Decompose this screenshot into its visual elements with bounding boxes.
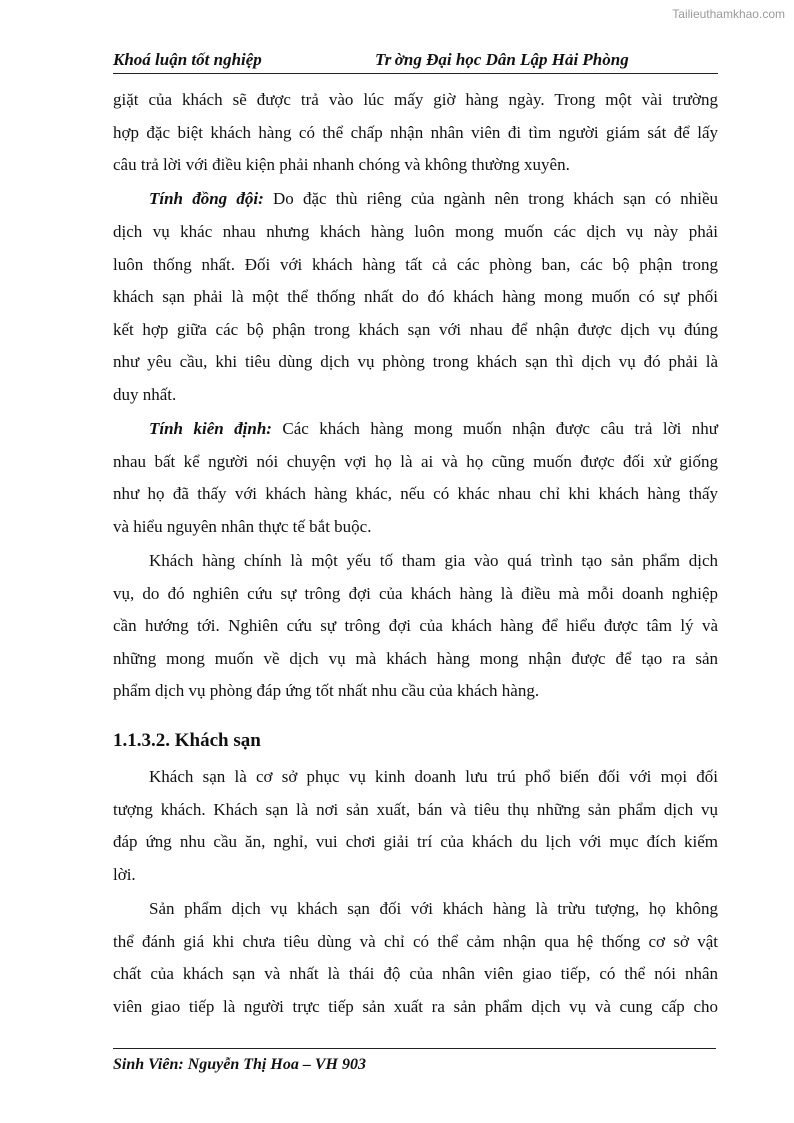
paragraph-6 bbox=[113, 893, 718, 1023]
text-line: đáp ứng nhu cầu ăn, nghỉ, vui chơi giải trí của khách du lịch với mục đích kiếm bbox=[113, 832, 718, 852]
text-line: hợp đặc biệt khách hàng có thể chấp nhận nhân viên đi tìm người giám sát để lấy bbox=[113, 122, 718, 142]
text-line bbox=[113, 183, 718, 216]
text-line: như yêu cầu, khi tiêu dùng dịch vụ phòng trong khách sạn thì dịch vụ đó phải là bbox=[113, 352, 718, 372]
text-run: Do đặc thù riêng của ngành nên trong khách sạn có nhiều bbox=[263, 189, 719, 209]
text-line: kết hợp giữa các bộ phận trong khách sạn với nhau để nhận được dịch vụ đúng bbox=[113, 319, 718, 339]
text-line: lời. bbox=[113, 864, 136, 884]
text-line: giặt của khách sẽ được trả vào lúc mấy giờ hàng ngày. Trong một vài trường bbox=[113, 90, 718, 109]
body-text-section-2 bbox=[113, 761, 718, 1025]
text-line: nhau bất kể người nói chuyện vợi họ là ai và họ cũng muốn được đối xử giống bbox=[113, 451, 718, 471]
text-line: viên giao tiếp là người trực tiếp sản xuất ra sản phẩm dịch vụ và cung cấp cho bbox=[113, 996, 718, 1016]
lead-term: Tính kiên định: bbox=[149, 419, 272, 439]
text-line: thể đánh giá khi chưa tiêu dùng và chỉ có thể cảm nhận qua hệ thống cơ sở vật bbox=[113, 931, 718, 951]
text-line: câu trả lời với điều kiện phải nhanh chóng và không thường xuyên. bbox=[113, 155, 570, 175]
text-line: như họ đã thấy với khách hàng khác, nếu có khác nhau chỉ khi khách hàng thấy bbox=[113, 484, 718, 504]
footer-divider bbox=[113, 1048, 716, 1049]
page-footer: Sinh Viên: Nguyễn Thị Hoa – VH 903 bbox=[113, 1056, 366, 1073]
header-divider bbox=[113, 73, 718, 74]
text-line: Sản phẩm dịch vụ khách sạn đối với khách hàng là trừu tượng, họ không bbox=[149, 898, 718, 918]
text-line: Khách hàng chính là một yếu tố tham gia vào quá trình tạo sản phẩm dịch bbox=[149, 551, 718, 571]
header-right: Tr ờng Đại học Dân Lập Hải Phòng bbox=[375, 50, 629, 69]
text-line: phẩm dịch vụ phòng đáp ứng tốt nhất nhu cầu của khách hàng. bbox=[113, 681, 540, 701]
lead-term: Tính đồng đội: bbox=[149, 189, 264, 209]
text-line: những mong muốn về dịch vụ mà khách hàng mong nhận được để tạo ra sản bbox=[113, 648, 718, 668]
body-text bbox=[113, 84, 718, 710]
paragraph-2 bbox=[113, 183, 718, 411]
text-line: dịch vụ khác nhau nhưng khách hàng luôn mong muốn các dịch vụ này phải bbox=[113, 221, 718, 241]
text-line: cần hướng tới. Nghiên cứu sự trông đợi của khách hàng để hiểu được tâm lý và bbox=[113, 616, 718, 636]
header-left: Khoá luận tốt nghiệp bbox=[113, 50, 262, 69]
text-line: vụ, do đó nghiên cứu sự trông đợi của khách hàng là điều mà mỗi doanh nghiệp bbox=[113, 583, 718, 603]
text-line: luôn thống nhất. Đối với khách hàng tất cả các phòng ban, các bộ phận trong bbox=[113, 254, 718, 274]
section-heading: 1.1.3.2. Khách sạn bbox=[113, 730, 261, 751]
text-line: duy nhất. bbox=[113, 384, 177, 404]
text-run: Các khách hàng mong muốn nhận được câu trả lời như bbox=[271, 419, 718, 439]
text-line: khách sạn phải là một thể thống nhất do đó khách hàng mong muốn có sự phối bbox=[113, 287, 718, 307]
paragraph-4 bbox=[113, 545, 718, 708]
text-line: chất của khách sạn và nhất là thái độ của nhân viên giao tiếp, có thể nói nhân bbox=[113, 964, 718, 984]
text-line bbox=[113, 413, 718, 446]
text-line: và hiểu nguyên nhân thực tế bắt buộc. bbox=[113, 516, 372, 536]
paragraph-5 bbox=[113, 761, 718, 891]
paragraph-1 bbox=[113, 84, 718, 182]
text-line: Khách sạn là cơ sở phục vụ kinh doanh lưu trú phổ biến đối với mọi đối bbox=[149, 767, 718, 786]
page-header bbox=[113, 50, 718, 72]
text-line: tượng khách. Khách sạn là nơi sản xuất, bán và tiêu thụ những sản phẩm dịch vụ bbox=[113, 799, 718, 819]
watermark: Tailieuthamkhao.com bbox=[672, 7, 785, 21]
paragraph-3 bbox=[113, 413, 718, 543]
